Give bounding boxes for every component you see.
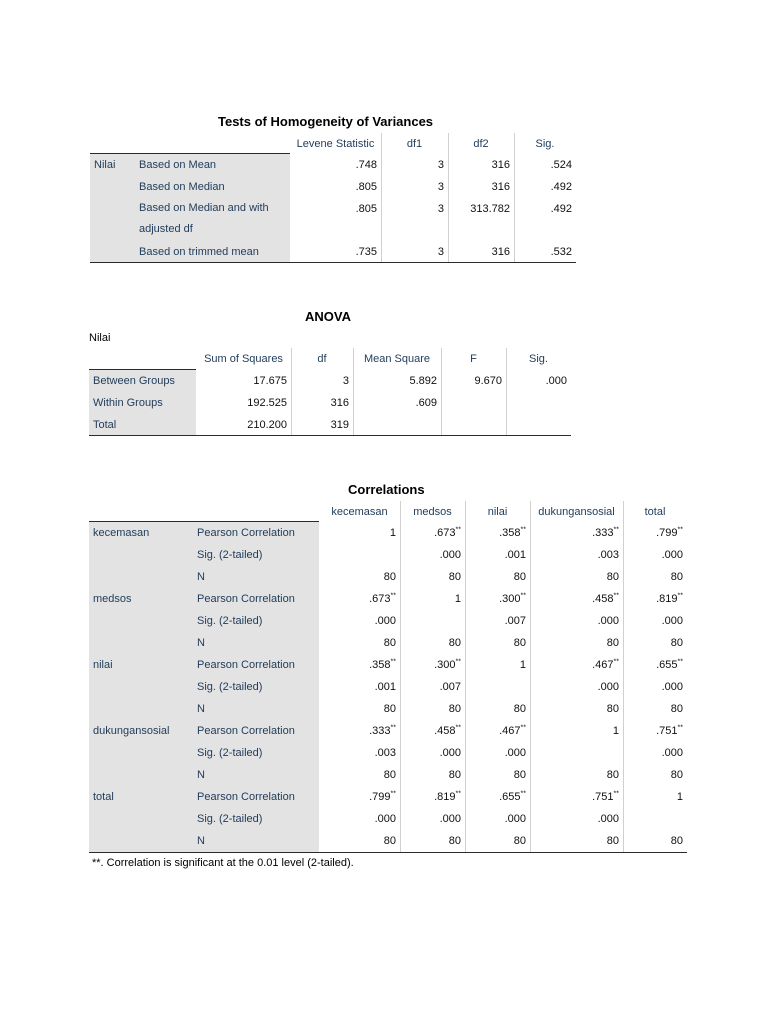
correlations-stat-label: Sig. (2-tailed) — [193, 676, 319, 698]
anova-col-header: F — [470, 353, 477, 365]
significance-marker: ** — [455, 658, 461, 666]
correlations-col-header: kecemasan — [331, 505, 388, 518]
anova-cell — [506, 414, 571, 436]
correlations-cell — [530, 698, 623, 720]
correlations-value: 80 — [383, 637, 396, 649]
homogeneity-row-label: Based on Median and with adjusted df — [135, 198, 290, 241]
correlations-cell — [465, 764, 530, 786]
correlations-cell — [400, 544, 465, 566]
correlations-value: 80 — [670, 571, 683, 583]
correlations-value: 80 — [513, 637, 526, 649]
correlations-cell — [400, 808, 465, 830]
correlations-col-header: total — [644, 505, 666, 518]
correlations-cell — [530, 764, 623, 786]
correlations-value: .000 — [661, 615, 683, 627]
correlations-value: .000 — [439, 747, 461, 759]
correlations-value: 80 — [448, 835, 461, 847]
correlations-cell — [530, 808, 623, 830]
correlations-cell — [319, 610, 400, 632]
anova-col-header: Sig. — [529, 353, 548, 365]
correlations-value: .358** — [499, 526, 526, 539]
homogeneity-top-rule — [90, 153, 290, 154]
correlations-value: .358** — [369, 658, 396, 671]
correlations-group-label: nilai — [89, 654, 193, 720]
correlations-value: .000 — [439, 813, 461, 825]
correlations-cell — [465, 544, 530, 566]
correlations-value: 80 — [513, 703, 526, 715]
anova-col-divider — [353, 348, 354, 435]
correlations-col-header: medsos — [413, 505, 452, 518]
anova-col-header: Mean Square — [363, 353, 431, 365]
homogeneity-cell: .524 — [514, 154, 576, 176]
correlations-stat-label: N — [193, 698, 319, 720]
correlations-cell — [319, 566, 400, 588]
correlations-cell — [530, 632, 623, 654]
correlations-cell — [400, 632, 465, 654]
significance-marker: ** — [390, 790, 396, 798]
correlations-value: .000 — [504, 813, 526, 825]
correlations-value: 80 — [448, 769, 461, 781]
correlations-value: .751** — [656, 724, 683, 737]
correlations-value: 80 — [448, 571, 461, 583]
correlations-value: .458** — [434, 724, 461, 737]
correlations-cell — [530, 588, 623, 610]
homogeneity-col-header: Sig. — [535, 137, 555, 150]
correlations-cell — [465, 588, 530, 610]
correlations-value: 80 — [513, 571, 526, 583]
correlations-cell — [623, 742, 687, 764]
correlations-stat-label: Sig. (2-tailed) — [193, 544, 319, 566]
significance-marker: ** — [390, 658, 396, 666]
correlations-value: 1 — [519, 659, 526, 671]
correlations-cell — [623, 764, 687, 786]
anova-cell — [441, 414, 506, 436]
correlations-col-divider — [465, 501, 466, 852]
homogeneity-cell: .735 — [290, 241, 381, 262]
correlations-cell — [319, 676, 400, 698]
correlations-cell — [465, 522, 530, 544]
correlations-cell — [319, 544, 400, 566]
correlations-value: 80 — [383, 703, 396, 715]
correlations-cell — [623, 566, 687, 588]
correlations-cell — [530, 742, 623, 764]
correlations-stat-label: Pearson Correlation — [193, 654, 319, 676]
correlations-stat-label: Pearson Correlation — [193, 522, 319, 544]
correlations-cell — [465, 808, 530, 830]
correlations-cell — [400, 522, 465, 544]
correlations-cell — [623, 698, 687, 720]
anova-cell: .609 — [353, 392, 441, 414]
anova-cell: 192.525 — [196, 392, 291, 414]
anova-title: ANOVA — [305, 309, 351, 324]
correlations-value: .007 — [504, 615, 526, 627]
correlations-cell — [465, 720, 530, 742]
significance-marker: ** — [677, 724, 683, 732]
correlations-value: .655** — [499, 790, 526, 803]
correlations-value: .000 — [439, 549, 461, 561]
correlations-cell — [623, 720, 687, 742]
correlations-value: 80 — [606, 637, 619, 649]
correlations-value: 80 — [670, 703, 683, 715]
anova-cell — [353, 414, 441, 436]
significance-marker: ** — [677, 592, 683, 600]
correlations-value: .003 — [374, 747, 396, 759]
anova-col-divider — [291, 348, 292, 435]
correlations-value: .673** — [434, 526, 461, 539]
homogeneity-cell: .492 — [514, 198, 576, 241]
correlations-cell — [465, 742, 530, 764]
correlations-cell — [400, 654, 465, 676]
correlations-value: 1 — [454, 593, 461, 605]
correlations-value: 80 — [513, 769, 526, 781]
correlations-value: 80 — [670, 637, 683, 649]
correlations-cell — [400, 786, 465, 808]
correlations-value: .003 — [597, 549, 619, 561]
homogeneity-cell: 3 — [381, 154, 448, 176]
homogeneity-cell: .805 — [290, 198, 381, 241]
correlations-col-divider — [623, 501, 624, 852]
correlations-stat-label: Sig. (2-tailed) — [193, 742, 319, 764]
correlations-cell — [465, 830, 530, 852]
correlations-stat-label: Pearson Correlation — [193, 786, 319, 808]
correlations-value: 80 — [670, 769, 683, 781]
significance-marker: ** — [677, 526, 683, 534]
correlations-value: 80 — [606, 571, 619, 583]
correlations-cell — [319, 654, 400, 676]
correlations-cell — [623, 522, 687, 544]
significance-marker: ** — [613, 526, 619, 534]
correlations-value: .007 — [439, 681, 461, 693]
correlations-value: 80 — [383, 769, 396, 781]
anova-cell: 17.675 — [196, 370, 291, 392]
homogeneity-col-divider — [514, 133, 515, 262]
significance-marker: ** — [520, 790, 526, 798]
homogeneity-cell: .492 — [514, 176, 576, 198]
homogeneity-cell: 3 — [381, 176, 448, 198]
correlations-value: .333** — [592, 526, 619, 539]
correlations-value: .001 — [504, 549, 526, 561]
anova-col-header: Sum of Squares — [204, 353, 283, 365]
correlations-stat-label: N — [193, 830, 319, 852]
correlations-cell — [465, 610, 530, 632]
significance-marker: ** — [613, 790, 619, 798]
correlations-value: .458** — [592, 592, 619, 605]
correlations-value: .000 — [374, 813, 396, 825]
anova-cell: .000 — [506, 370, 571, 392]
correlations-value: .467** — [499, 724, 526, 737]
correlations-cell — [319, 698, 400, 720]
anova-col-divider — [506, 348, 507, 435]
correlations-cell — [465, 676, 530, 698]
correlations-cell — [623, 632, 687, 654]
homogeneity-cell: 316 — [448, 241, 514, 262]
correlations-cell — [623, 808, 687, 830]
correlations-value: 80 — [448, 703, 461, 715]
homogeneity-row-label: Based on trimmed mean — [135, 241, 290, 262]
correlations-value: .799** — [369, 790, 396, 803]
anova-row-label: Total — [89, 414, 196, 436]
correlations-cell — [623, 786, 687, 808]
correlations-value: 80 — [513, 835, 526, 847]
significance-marker: ** — [455, 790, 461, 798]
correlations-value: .819** — [434, 790, 461, 803]
anova-row-label: Within Groups — [89, 392, 196, 414]
correlations-value: 80 — [383, 835, 396, 847]
correlations-value: .799** — [656, 526, 683, 539]
correlations-stat-label: Pearson Correlation — [193, 588, 319, 610]
correlations-cell — [623, 544, 687, 566]
homogeneity-cell: .805 — [290, 176, 381, 198]
correlations-cell — [319, 742, 400, 764]
anova-cell: 3 — [291, 370, 353, 392]
correlations-value: .300** — [434, 658, 461, 671]
correlations-cell — [400, 588, 465, 610]
correlations-footnote: **. Correlation is significant at the 0.01 level (2-tailed). — [92, 857, 354, 869]
correlations-value: .000 — [661, 549, 683, 561]
significance-marker: ** — [520, 724, 526, 732]
correlations-cell — [465, 566, 530, 588]
correlations-cell — [530, 654, 623, 676]
correlations-cell — [530, 676, 623, 698]
correlations-value: 1 — [612, 725, 619, 737]
homogeneity-col-header: Levene Statistic — [296, 137, 375, 150]
anova-row-label: Between Groups — [89, 370, 196, 392]
homogeneity-col-header: df2 — [473, 137, 489, 150]
correlations-value: 1 — [676, 791, 683, 803]
anova-cell — [506, 392, 571, 414]
correlations-value: 1 — [389, 527, 396, 539]
homogeneity-row-label: Based on Mean — [135, 154, 290, 176]
correlations-title: Correlations — [348, 482, 425, 497]
correlations-group-label: dukungansosial — [89, 720, 193, 786]
correlations-group-label: total — [89, 786, 193, 852]
correlations-stat-label: Pearson Correlation — [193, 720, 319, 742]
correlations-value: 80 — [670, 835, 683, 847]
correlations-cell — [623, 588, 687, 610]
correlations-value: 80 — [606, 769, 619, 781]
homogeneity-title: Tests of Homogeneity of Variances — [218, 114, 434, 129]
correlations-value: 80 — [606, 835, 619, 847]
anova-col-header: df — [317, 353, 327, 365]
correlations-col-header: nilai — [487, 505, 508, 518]
correlations-value: .467** — [592, 658, 619, 671]
correlations-value: .333** — [369, 724, 396, 737]
anova-cell: 319 — [291, 414, 353, 436]
correlations-value: .000 — [504, 747, 526, 759]
correlations-cell — [623, 654, 687, 676]
significance-marker: ** — [455, 526, 461, 534]
correlations-cell — [400, 720, 465, 742]
correlations-cell — [319, 830, 400, 852]
correlations-bottom-rule — [89, 852, 687, 853]
significance-marker: ** — [520, 592, 526, 600]
anova-col-divider — [441, 348, 442, 435]
correlations-value: 80 — [606, 703, 619, 715]
correlations-value: .000 — [661, 747, 683, 759]
correlations-cell — [319, 588, 400, 610]
correlations-cell — [400, 742, 465, 764]
correlations-value: .751** — [592, 790, 619, 803]
correlations-value: .673** — [369, 592, 396, 605]
correlations-col-divider — [530, 501, 531, 852]
correlations-cell — [465, 786, 530, 808]
correlations-value: .000 — [597, 681, 619, 693]
correlations-stat-label: Sig. (2-tailed) — [193, 808, 319, 830]
correlations-value: 80 — [448, 637, 461, 649]
correlations-value: .655** — [656, 658, 683, 671]
anova-bottom-rule — [89, 435, 571, 436]
homogeneity-cell: 316 — [448, 176, 514, 198]
correlations-stat-label: Sig. (2-tailed) — [193, 610, 319, 632]
correlations-cell — [319, 522, 400, 544]
homogeneity-cell: 3 — [381, 241, 448, 262]
correlations-value: .001 — [374, 681, 396, 693]
correlations-value: .000 — [374, 615, 396, 627]
homogeneity-col-divider — [448, 133, 449, 262]
correlations-cell — [530, 830, 623, 852]
correlations-group-label: medsos — [89, 588, 193, 654]
significance-marker: ** — [390, 592, 396, 600]
correlations-cell — [623, 610, 687, 632]
anova-cell: 316 — [291, 392, 353, 414]
homogeneity-bottom-rule — [90, 262, 576, 263]
homogeneity-cell: 316 — [448, 154, 514, 176]
correlations-value: .000 — [597, 615, 619, 627]
homogeneity-cell: .748 — [290, 154, 381, 176]
correlations-stat-label: N — [193, 764, 319, 786]
anova-cell: 210.200 — [196, 414, 291, 436]
correlations-cell — [623, 830, 687, 852]
significance-marker: ** — [613, 658, 619, 666]
significance-marker: ** — [390, 724, 396, 732]
correlations-cell — [465, 698, 530, 720]
correlations-cell — [319, 808, 400, 830]
homogeneity-col-header: df1 — [406, 137, 423, 150]
homogeneity-cell: 3 — [381, 198, 448, 241]
correlations-cell — [400, 698, 465, 720]
correlations-cell — [530, 566, 623, 588]
correlations-value: .000 — [661, 681, 683, 693]
correlations-cell — [319, 764, 400, 786]
correlations-cell — [530, 720, 623, 742]
correlations-col-header: dukungansosial — [538, 505, 615, 518]
significance-marker: ** — [677, 658, 683, 666]
anova-dependent-label: Nilai — [89, 332, 111, 344]
correlations-col-divider — [400, 501, 401, 852]
correlations-group-label: kecemasan — [89, 522, 193, 588]
anova-cell: 5.892 — [353, 370, 441, 392]
correlations-cell — [530, 544, 623, 566]
correlations-cell — [530, 610, 623, 632]
homogeneity-group-label: Nilai — [90, 154, 135, 262]
homogeneity-row-label: Based on Median — [135, 176, 290, 198]
homogeneity-col-divider — [381, 133, 382, 262]
correlations-value: .819** — [656, 592, 683, 605]
correlations-cell — [400, 830, 465, 852]
correlations-value: .000 — [597, 813, 619, 825]
correlations-cell — [530, 786, 623, 808]
correlations-cell — [400, 610, 465, 632]
correlations-cell — [319, 786, 400, 808]
significance-marker: ** — [520, 526, 526, 534]
correlations-value: .300** — [499, 592, 526, 605]
homogeneity-cell: .532 — [514, 241, 576, 262]
significance-marker: ** — [613, 592, 619, 600]
correlations-cell — [400, 764, 465, 786]
correlations-cell — [319, 632, 400, 654]
anova-cell — [441, 392, 506, 414]
correlations-stat-label: N — [193, 632, 319, 654]
correlations-value: 80 — [383, 571, 396, 583]
anova-cell: 9.670 — [441, 370, 506, 392]
correlations-stat-label: N — [193, 566, 319, 588]
homogeneity-cell: 313.782 — [448, 198, 514, 241]
correlations-cell — [465, 654, 530, 676]
correlations-cell — [623, 676, 687, 698]
correlations-cell — [319, 720, 400, 742]
correlations-cell — [465, 632, 530, 654]
correlations-cell — [530, 522, 623, 544]
significance-marker: ** — [455, 724, 461, 732]
correlations-cell — [400, 676, 465, 698]
correlations-cell — [400, 566, 465, 588]
